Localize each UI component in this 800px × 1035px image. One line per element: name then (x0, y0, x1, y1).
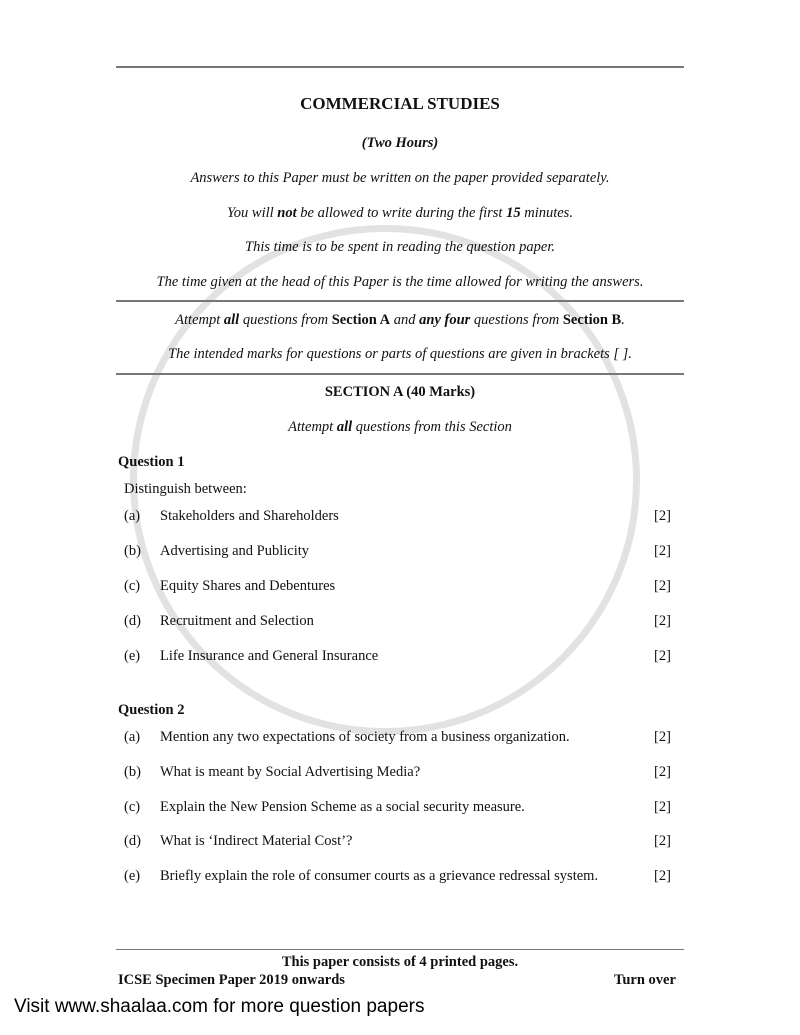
item-text: What is meant by Social Advertising Media? (160, 764, 421, 780)
item-marks: [2] (654, 799, 671, 815)
marks-note: The intended marks for questions or parts of questions are given in brackets [ ]. (168, 346, 632, 362)
text: Section B (562, 312, 622, 328)
turn-over: Turn over (614, 972, 676, 988)
item-label: (c) (124, 578, 141, 594)
text: minutes. (520, 205, 573, 221)
item-label: (e) (124, 868, 141, 884)
item-label: (b) (124, 764, 141, 780)
text: 15 (506, 205, 521, 221)
text: Attempt (175, 312, 224, 328)
section-instruction (116, 418, 684, 436)
text: and (390, 312, 420, 328)
item-marks: [2] (654, 543, 671, 559)
text: not (277, 205, 297, 221)
item-marks: [2] (654, 508, 671, 524)
text: Attempt (288, 419, 337, 435)
item-marks: [2] (654, 578, 671, 594)
footer-rule (116, 949, 684, 950)
visit-link[interactable]: Visit www.shaalaa.com for more question papers (14, 996, 425, 1017)
question-heading: Question 1 (118, 454, 185, 470)
instruction-4: The time given at the head of this Paper is the time allowed for writing the answers. (156, 274, 644, 290)
attempt-instruction (116, 311, 684, 329)
item-text: Equity Shares and Debentures (160, 578, 336, 594)
page-count: This paper consists of 4 printed pages. (281, 954, 519, 970)
section-title: SECTION A (40 Marks) (324, 384, 476, 400)
item-label: (a) (124, 508, 141, 524)
item-label: (c) (124, 799, 141, 815)
item-label: (b) (124, 543, 141, 559)
item-marks: [2] (654, 764, 671, 780)
text: Section A (331, 312, 391, 328)
item-label: (d) (124, 833, 141, 849)
rule (116, 373, 684, 375)
text: You will (227, 205, 278, 221)
item-text: What is ‘Indirect Material Cost’? (160, 833, 353, 849)
item-marks: [2] (654, 648, 671, 664)
item-text: Advertising and Publicity (160, 543, 310, 559)
text: any four (419, 312, 471, 328)
item-label: (d) (124, 613, 141, 629)
text: all (336, 419, 353, 435)
top-rule (116, 66, 684, 68)
item-text: Explain the New Pension Scheme as a social security measure. (160, 799, 525, 815)
item-marks: [2] (654, 729, 671, 745)
paper-name: ICSE Specimen Paper 2019 onwards (118, 972, 345, 988)
instruction-1: Answers to this Paper must be written on the paper provided separately. (190, 170, 610, 186)
item-text: Life Insurance and General Insurance (160, 648, 379, 664)
item-text: Recruitment and Selection (160, 613, 314, 629)
text: be allowed to write during the first (296, 205, 507, 221)
instruction-2 (116, 204, 684, 222)
text: . (621, 312, 625, 328)
item-label: (e) (124, 648, 141, 664)
item-marks: [2] (654, 833, 671, 849)
rule (116, 300, 684, 302)
item-label: (a) (124, 729, 141, 745)
item-text: Stakeholders and Shareholders (160, 508, 339, 524)
item-marks: [2] (654, 613, 671, 629)
text: questions from (470, 312, 563, 328)
text: questions from this Section (352, 419, 512, 435)
item-text: Briefly explain the role of consumer courts as a grievance redressal system. (160, 868, 599, 884)
text: all (223, 312, 240, 328)
instruction-3: This time is to be spent in reading the question paper. (245, 239, 555, 255)
item-marks: [2] (654, 868, 671, 884)
question-heading: Question 2 (118, 702, 185, 718)
question-intro: Distinguish between: (124, 481, 247, 497)
item-text: Mention any two expectations of society from a business organization. (160, 729, 570, 745)
paper-title: COMMERCIAL STUDIES (300, 94, 500, 113)
duration: (Two Hours) (361, 135, 439, 151)
text: questions from (239, 312, 332, 328)
